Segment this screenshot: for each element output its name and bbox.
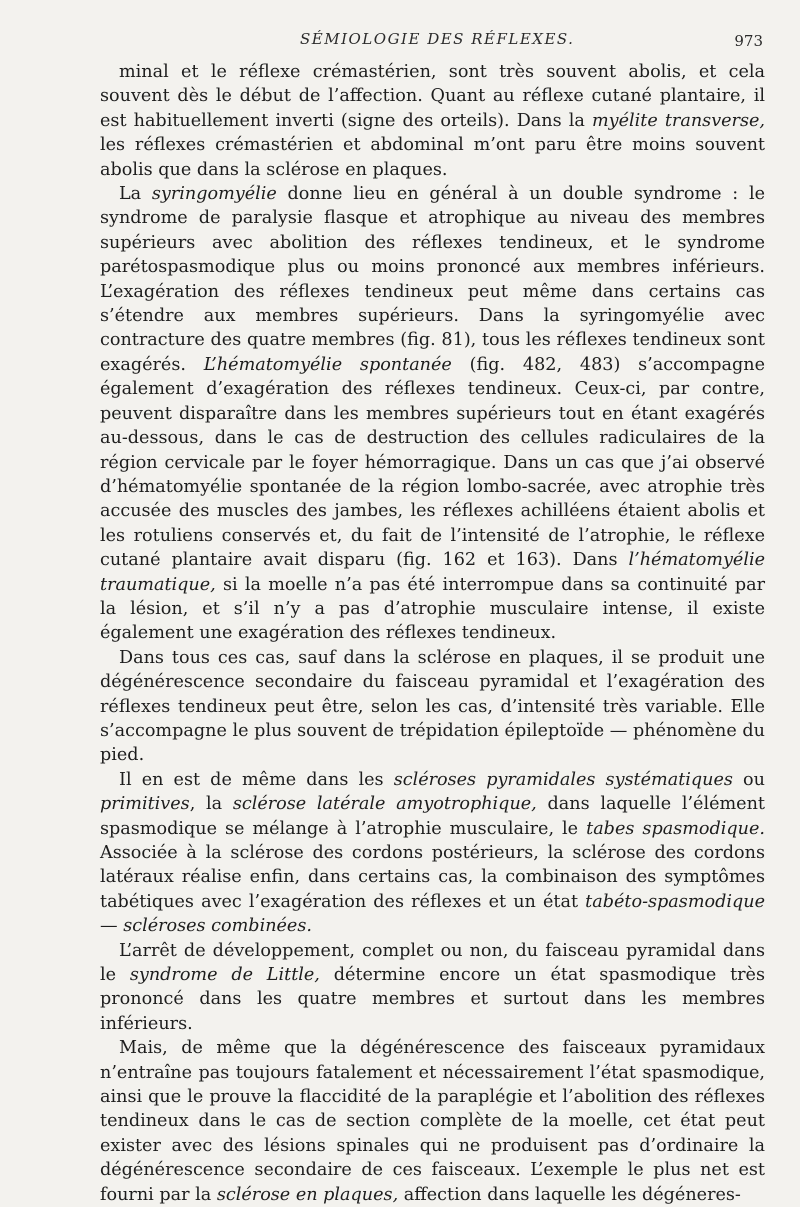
- page-header: [100, 24, 765, 56]
- text-run: dans laquelle l’élément spasmodique se mélange à l’atrophie musculaire, le: [100, 794, 765, 839]
- text-run: détermine encore un état spasmodique très prononcé dans les quatre membres et surtout dans les membres inférieurs.: [100, 965, 765, 1034]
- running-title: SÉMIOLOGIE DES RÉFLEXES.: [300, 30, 575, 48]
- text-run: minal et le réflexe crémastérien, sont très souvent abolis, et cela souvent dès le début de l’affection. Quant au réflexe cutané plantaire, il est habituellement inverti (signe des orteils). Dans la: [100, 62, 765, 131]
- paragraph: [100, 182, 765, 646]
- text-run: Associée à la sclérose des cordons postérieurs, la sclérose des cordons latéraux réalise enfin, dans certains cas, la combinaison des symptômes tabétiques avec l’exagération des réflexes et un état: [100, 843, 765, 912]
- italic-run: primitives: [100, 794, 190, 815]
- italic-run: l’hématomyélie traumatique,: [100, 550, 765, 595]
- paragraph: [100, 60, 765, 182]
- paragraph: [100, 646, 765, 768]
- italic-run: tabes spasmodique.: [586, 818, 765, 839]
- paragraph: [100, 768, 765, 939]
- text-run: donne lieu en général à un double syndrome : le syndrome de paralysie flasque et atrophique au niveau des membres supérieurs avec abolition des réflexes tendineux, et le syndrome parétospasmodique plus ou moins prononcé aux membres inférieurs. L’exagération des réflexes tendineux peut même dans certains cas s’étendre aux membres supérieurs. Dans la syringomyélie avec contracture des quatre membres (fig. 81), tous les réflexes tendineux sont exagérés.: [100, 184, 765, 375]
- paragraph: [100, 1036, 765, 1207]
- italic-run: sclérose en plaques,: [216, 1184, 399, 1205]
- text-run: Il en est de même dans les: [119, 769, 394, 790]
- text-run: Dans tous ces cas, sauf dans la sclérose en plaques, il se produit une dégénérescence secondaire du faisceau pyramidal et l’exagération des réflexes tendineux peut être, selon les cas, d’intensité très variable. Elle s’accompagne le plus souvent de trépidation épileptoïde — phénomène du pied.: [100, 647, 765, 766]
- body-text: [100, 60, 765, 1207]
- text-run: , la: [189, 794, 233, 815]
- text-run: La: [119, 184, 152, 205]
- text-run: les réflexes crémastérien et abdominal m’ont paru être moins souvent abolis que dans la sclérose en plaques.: [100, 135, 765, 180]
- text-run: (fig. 482, 483) s’accompagne également d’exagération des réflexes tendineux. Ceux-ci, par contre, peuvent disparaître dans les membres supérieurs tout en étant exagérés au-dessous, dans le cas de destruction des cellules radiculaires de la région cervicale par le foyer hémorragique. Dans un cas que j’ai observé d’hématomyélie spontanée de la région lombo-sacrée, avec atrophie très accusée des muscles des jambes, les réflexes achilléens étaient abolis et les rotuliens conservés et, du fait de l’intensité de l’atrophie, le réflexe cutané plantaire avait disparu (fig. 162 et 163). Dans: [100, 354, 766, 571]
- paragraph: [100, 939, 765, 1037]
- text-run: L’arrêt de développement, complet ou non, du faisceau pyramidal dans le: [100, 940, 765, 986]
- page-number: 973: [734, 32, 763, 50]
- text-run: si la moelle n’a pas été interrompue dans sa continuité par la lésion, et s’il n’y a pas d’atrophie musculaire intense, il existe également une exagération des réflexes tendineux.: [100, 574, 765, 644]
- italic-run: syringomyélie: [151, 184, 277, 205]
- italic-run: myélite transverse,: [591, 110, 765, 131]
- text-run: ou: [732, 769, 765, 790]
- italic-run: tabéto-spasmodique: [585, 891, 765, 912]
- italic-run: L’hématomyélie spontanée: [203, 354, 452, 375]
- italic-run: sclérose latérale amyotrophique,: [232, 794, 537, 815]
- text-run: Mais, de même que la dégénérescence des faisceaux pyramidaux n’entraîne pas toujours fatalement et nécessairement l’état spasmodique, ainsi que le prouve la flaccidité de la paraplégie et l’abolition des réflexes tendineux dans le cas de section complète de la moelle, cet état peut exister avec des lésions spinales qui ne produisent pas d’ordinaire la dégénérescence secondaire de ces faisceaux. L’exemple le plus net est fourni par la: [100, 1038, 765, 1205]
- text-run: affection dans laquelle les dégéneres-: [398, 1184, 741, 1205]
- text-run: —: [100, 916, 124, 937]
- italic-run: scléroses pyramidales systématiques: [393, 769, 733, 790]
- italic-run: syndrome de Little,: [129, 965, 320, 986]
- italic-run: scléroses combinées.: [123, 916, 312, 937]
